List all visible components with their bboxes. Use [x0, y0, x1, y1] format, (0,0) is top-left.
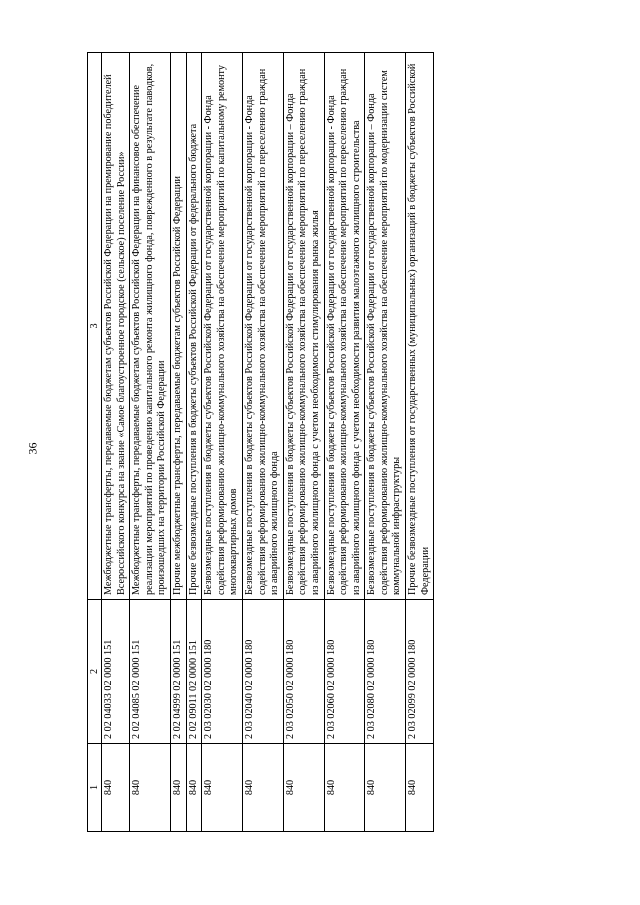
admin-code-cell: 840 — [406, 744, 434, 832]
description-cell: Прочие безвозмездные поступления от государственных (муниципальных) организаций в бюджеты субъектов Российской Федерации — [406, 53, 434, 600]
budget-code-cell: 2 02 04999 02 0000 151 — [170, 600, 186, 744]
budget-code-cell: 2 02 04085 02 0000 151 — [130, 600, 171, 744]
table-row — [324, 53, 365, 832]
admin-code-cell: 840 — [242, 744, 283, 832]
budget-code-cell: 2 03 02040 02 0000 180 — [242, 600, 283, 744]
table-row — [406, 53, 434, 832]
description-cell: Безвозмездные поступления в бюджеты субъектов Российской Федерации от государственной корпорации – Фонда содействия реформированию жилищно-коммунального хозяйства на обеспечение мероприятий по модернизации систем коммунальной инфраструктуры — [365, 53, 406, 600]
description-cell: Безвозмездные поступления в бюджеты субъектов Российской Федерации от государственной корпорации - Фонда содействия реформированию жилищно-коммунального хозяйства на обеспечение мероприятий по переселению граждан из аварийного жилищного фонда — [242, 53, 283, 600]
table-header-row — [88, 53, 102, 832]
admin-code-cell: 840 — [130, 744, 171, 832]
admin-code-cell: 840 — [170, 744, 186, 832]
budget-code-cell: 2 02 09011 02 0000 151 — [186, 600, 202, 744]
table-row — [186, 53, 202, 832]
table-row — [283, 53, 324, 832]
budget-code-cell: 2 03 02080 02 0000 180 — [365, 600, 406, 744]
table-row — [170, 53, 186, 832]
table-row — [130, 53, 171, 832]
admin-code-cell: 840 — [365, 744, 406, 832]
budget-code-cell: 2 02 04033 02 0000 151 — [102, 600, 130, 744]
description-cell: Безвозмездные поступления в бюджеты субъектов Российской Федерации от государственной корпорации - Фонда содействия реформированию жилищно-коммунального хозяйства на обеспечение мероприятий по капитальному ремонту многоквартирных домов — [202, 53, 243, 600]
admin-code-cell: 840 — [283, 744, 324, 832]
column-header-3: 3 — [88, 53, 102, 600]
budget-code-cell: 2 03 02030 02 0000 180 — [202, 600, 243, 744]
budget-codes-table — [87, 52, 434, 832]
description-cell: Прочие межбюджетные трансферты, передаваемые бюджетам субъектов Российской Федерации — [170, 53, 186, 600]
table-row — [102, 53, 130, 832]
admin-code-cell: 840 — [324, 744, 365, 832]
description-cell: Безвозмездные поступления в бюджеты субъектов Российской Федерации от государственной корпорации - Фонда содействия реформированию жилищно-коммунального хозяйства на обеспечение мероприятий по переселению граждан из аварийного жилищного фонда с учетом необходимости развития малоэтажного жилищного строительства — [324, 53, 365, 600]
column-header-1: 1 — [88, 744, 102, 832]
table-row — [242, 53, 283, 832]
budget-code-cell: 2 03 02050 02 0000 180 — [283, 600, 324, 744]
budget-code-cell: 2 03 02060 02 0000 180 — [324, 600, 365, 744]
column-header-2: 2 — [88, 600, 102, 744]
table-row — [365, 53, 406, 832]
description-cell: Межбюджетные трансферты, передаваемые бюджетам субъектов Российской Федерации на финансовое обеспечение реализации мероприятий по проведению капитального ремонта жилищного фонда, поврежденного в результате паводков, произошедших на территории Российской Федерации — [130, 53, 171, 600]
budget-code-cell: 2 03 02099 02 0000 180 — [406, 600, 434, 744]
description-cell: Прочие безвозмездные поступления в бюджеты субъектов Российской Федерации от федерального бюджета — [186, 53, 202, 600]
description-cell: Безвозмездные поступления в бюджеты субъектов Российской Федерации от государственной корпорации – Фонда содействия реформированию жилищно-коммунального хозяйства на обеспечение мероприятий по переселению граждан из аварийного жилищного фонда с учетом необходимости стимулирования рынка жилья — [283, 53, 324, 600]
description-cell: Межбюджетные трансферты, передаваемые бюджетам субъектов Российской Федерации на премирование победителей Всероссийского конкурса на звание «Самое благоустроенное городское (сельское) поселение России» — [102, 53, 130, 600]
table-row — [202, 53, 243, 832]
page-number: 36 — [25, 442, 40, 455]
admin-code-cell: 840 — [202, 744, 243, 832]
rotated-table-container — [87, 52, 547, 832]
admin-code-cell: 840 — [102, 744, 130, 832]
admin-code-cell: 840 — [186, 744, 202, 832]
